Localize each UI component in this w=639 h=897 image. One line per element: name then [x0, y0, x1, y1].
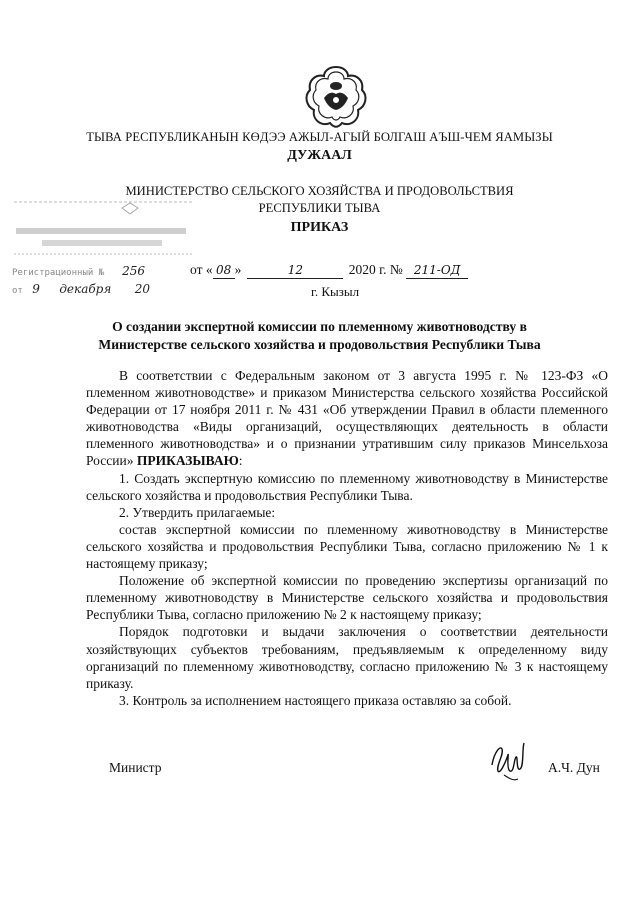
ministry-line-2: РЕСПУБЛИКИ ТЫВА — [258, 201, 381, 215]
item-2a: состав экспертной комиссии по племенному животноводству в Министерстве сельского хозяйства и продовольствия Республики Тыва, согласно приложению № 1 к настоящему приказу; — [86, 521, 608, 572]
stamp-number: 256 — [122, 264, 146, 278]
signatory-name: А.Ч. Дун — [548, 760, 600, 775]
stamp-year: 20 — [134, 282, 151, 296]
title-line-1: О создании экспертной комиссии по племенному животноводству в — [112, 319, 527, 334]
signature-icon — [484, 735, 532, 783]
doc-type: ПРИКАЗ — [290, 220, 349, 235]
order-body — [86, 367, 608, 709]
ministry-line-1: МИНИСТЕРСТВО СЕЛЬСКОГО ХОЗЯЙСТВА И ПРОДОВОЛЬСТВИЯ — [125, 184, 514, 198]
title-line-2: Министерстве сельского хозяйства и продовольствия Республики Тыва — [98, 337, 541, 352]
date-line — [190, 262, 468, 279]
order-colon: : — [238, 453, 243, 469]
republic-header: ТЫВА РЕСПУБЛИКАНЫН КӨДЭЭ АЖЫЛ-АГЫЙ БОЛГАШ АЪШ-ЧЕМ ЯАМЫЗЫ — [86, 130, 553, 144]
signatory-position: Министр — [109, 760, 162, 775]
doc-type-tuvan: ДУЖААЛ — [287, 148, 352, 163]
order-word: ПРИКАЗЫВАЮ — [136, 453, 239, 469]
date-day: 08 — [213, 263, 235, 279]
intro-text: В соответствии с Федеральным законом от 3 августа 1995 г. № 123-ФЗ «О племенном животноводстве» и приказом Министерства сельского хозяйства Российской Федерации от 17 ноября 2011 г. № 431 «Об утверждении Правил в области племенного животноводства «Виды организаций, осуществляющих деятельность в области племенного животноводства» и о признании утратившим силу приказов Минсельхоза России» — [86, 368, 608, 469]
item-2c: Порядок подготовки и выдачи заключения о соответствии деятельности хозяйствующих субъектов требованиям, предъявляемым к определенному виду организаций по племенному животноводству, согласно приложению № 3 к настоящему приказу. — [86, 624, 608, 691]
order-title — [0, 318, 639, 354]
item-3: 3. Контроль за исполнением настоящего приказа оставляю за собой. — [119, 692, 512, 708]
order-number: 211-ОД — [406, 263, 468, 279]
item-2: 2. Утвердить прилагаемые: — [119, 504, 276, 520]
item-1: 1. Создать экспертную комиссию по племенному животноводству в Министерстве сельского хозяйства и продовольствия Республики Тыва. — [86, 470, 608, 503]
city: г. Кызыл — [311, 284, 360, 299]
item-2b: Положение об экспертной комиссии по проведению экспертизы организаций по племенному животноводству в Министерстве сельского хозяйства и продовольствия Республики Тыва, согласно приложению № 2 к настоящему приказу; — [86, 573, 608, 623]
tuva-emblem-icon — [304, 64, 368, 130]
date-month: 12 — [247, 263, 343, 279]
date-prefix: от « — [190, 262, 213, 277]
stamp-day: 9 — [32, 282, 40, 296]
stamp-month: декабря — [59, 282, 112, 296]
intro-paragraph — [86, 367, 608, 470]
registration-stamp: Регистрационный № 256 от 9 декабря 20 — [12, 200, 197, 298]
date-close-quote: » — [234, 262, 242, 277]
date-year: 2020 г. № — [348, 262, 403, 277]
